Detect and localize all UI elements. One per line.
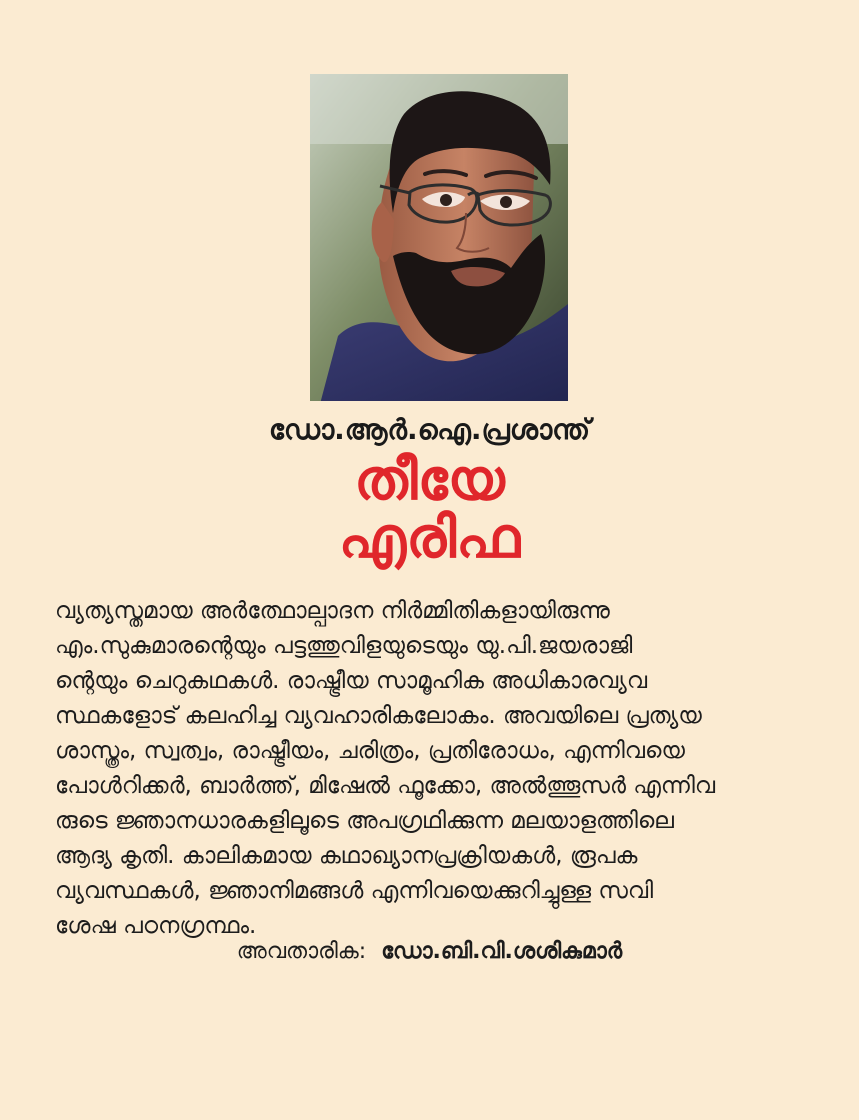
description-line-4: സ്ഥകളോട് കലഹിച്ച വ്യവഹാരികലോകം. അവയിലെ പ്രത്യയ xyxy=(55,703,702,729)
introduction-author: ഡോ.ബി.വി.ശശികുമാർ xyxy=(381,939,623,964)
author-name: ഡോ.ആർ.ഐ.പ്രശാന്ത് xyxy=(268,413,591,446)
description-line-2: എം.സുകുമാരന്റെയും പട്ടത്തുവിളയുടെയും യു.പി.ജയരാജി xyxy=(55,633,633,659)
description-line-5: ശാസ്ത്രം, സ്വത്വം, രാഷ്ട്രീയം, ചരിത്രം, പ്രതിരോധം, എന്നിവയെ xyxy=(55,738,685,764)
description-line-10: ശേഷ പഠനഗ്രന്ഥം. xyxy=(55,913,257,939)
book-title-line-2: എരിഫ xyxy=(338,506,521,571)
author-photo xyxy=(310,74,568,401)
description-line-8: ആദ്യ കൃതി. കാലികമായ കഥാഖ്യാനപ്രക്രിയകൾ, രൂപക xyxy=(55,843,638,869)
introduction-credit xyxy=(0,935,859,969)
introduction-label: അവതാരിക: xyxy=(236,939,367,964)
description-line-7: രുടെ ജ്ഞാനധാരകളിലൂടെ അപഗ്രഥിക്കുന്ന മലയാളത്തിലെ xyxy=(55,808,674,834)
description-line-6: പോൾറിക്കർ, ബാർത്ത്, മിഷേൽ ഫൂക്കോ, അൽത്തൂസർ എന്നിവ xyxy=(55,773,716,799)
description-line-3: ന്റെയും ചെറുകഥകൾ. രാഷ്ട്രീയ സാമൂഹിക അധികാരവ്യവ xyxy=(55,668,648,694)
book-title xyxy=(0,448,859,571)
description-line-1: വ്യത്യസ്തമായ അർത്ഥോല്പാദന നിർമ്മിതികളായിരുന്നു xyxy=(55,598,610,624)
book-description xyxy=(55,594,822,944)
description-line-9: വ്യവസ്ഥകൾ, ജ്ഞാനിമങ്ങൾ എന്നിവയെക്കുറിച്ചുള്ള സവി xyxy=(55,878,654,904)
book-title-line-1: തീയേ xyxy=(354,448,505,513)
